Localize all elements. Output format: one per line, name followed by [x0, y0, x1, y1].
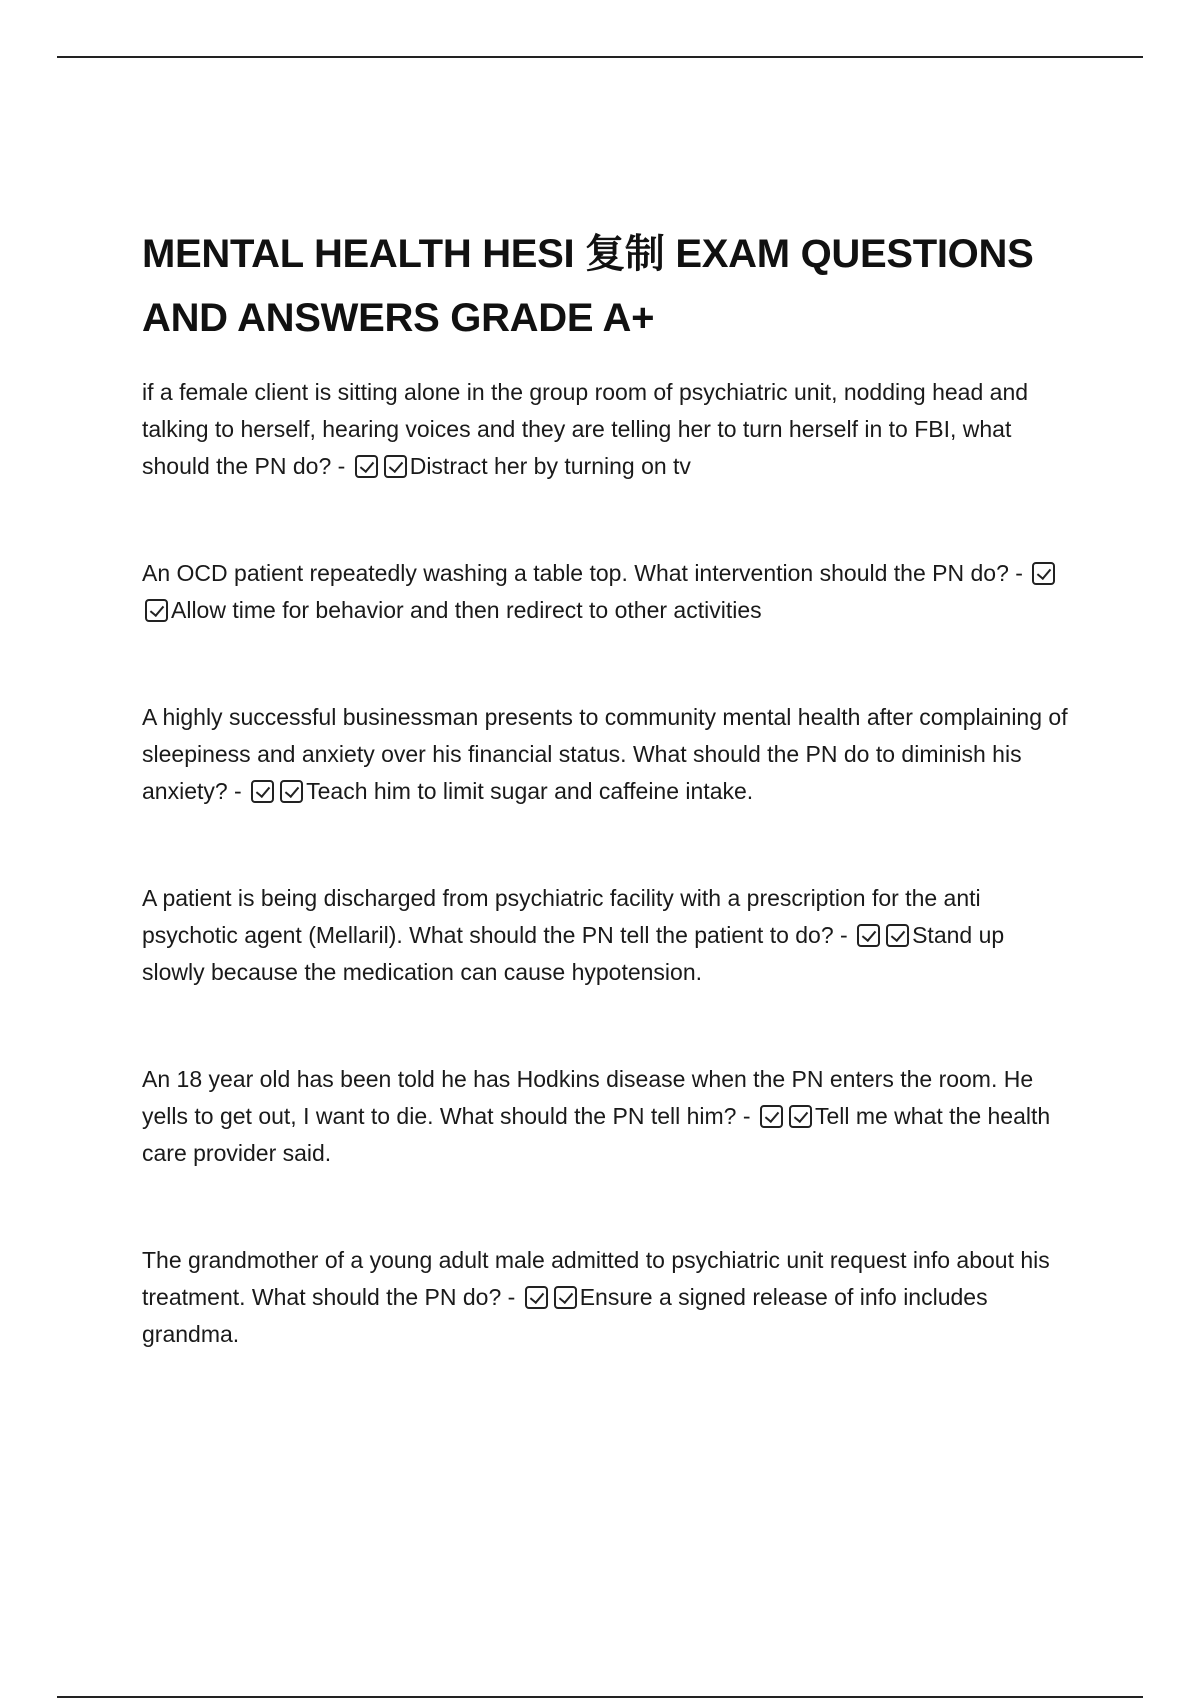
- qa-item: [142, 1242, 1072, 1353]
- checkbox-checked-icon: [384, 455, 407, 478]
- question-text: An OCD patient repeatedly washing a table top. What intervention should the PN do?: [142, 560, 1009, 586]
- bottom-rule: [57, 1696, 1143, 1698]
- question-text: A highly successful businessman presents to community mental health after complaining of sleepiness and anxiety over his financial status. What should the PN do to diminish his anxiety?: [142, 704, 1068, 804]
- checkbox-checked-icon: [355, 455, 378, 478]
- answer-text: Teach him to limit sugar and caffeine intake.: [306, 778, 754, 804]
- checkbox-checked-icon: [554, 1286, 577, 1309]
- qa-item: [142, 699, 1072, 810]
- separator: -: [1008, 560, 1030, 586]
- qa-item: [142, 374, 1072, 485]
- question-text: The grandmother of a young adult male admitted to psychiatric unit request info about his treatment. What should the PN do?: [142, 1247, 1050, 1310]
- document-body: [142, 222, 1072, 1423]
- checkbox-checked-icon: [857, 924, 880, 947]
- qa-item: [142, 555, 1072, 629]
- separator: -: [227, 778, 249, 804]
- checkbox-checked-icon: [280, 780, 303, 803]
- answer-text: Distract her by turning on tv: [409, 453, 691, 479]
- checkbox-checked-icon: [145, 599, 168, 622]
- separator: -: [736, 1103, 757, 1129]
- qa-item: [142, 1061, 1072, 1172]
- question-text: if a female client is sitting alone in the group room of psychiatric unit, nodding head and talking to herself, hearing voices and they are telling her to turn herself in to FBI, what should the PN do?: [142, 379, 1029, 479]
- qa-list: [142, 374, 1072, 1353]
- qa-item: [142, 880, 1072, 991]
- answer-text: Ensure a signed release of info includes grandma.: [142, 1284, 988, 1347]
- top-rule: [57, 56, 1143, 58]
- answer-text: Tell me what the health care provider said.: [142, 1103, 1051, 1166]
- document-title: MENTAL HEALTH HESI 复制 EXAM QUESTIONS AND ANSWERS GRADE A+: [142, 232, 1034, 340]
- checkbox-checked-icon: [886, 924, 909, 947]
- question-text: A patient is being discharged from psychiatric facility with a prescription for the anti psychotic agent (Mellaril). What should the PN tell the patient to do?: [142, 885, 981, 948]
- checkbox-checked-icon: [525, 1286, 548, 1309]
- answer-text: Allow time for behavior and then redirect to other activities: [171, 597, 762, 623]
- separator: -: [501, 1284, 522, 1310]
- checkbox-checked-icon: [789, 1105, 812, 1128]
- separator: -: [833, 922, 855, 948]
- question-text: An 18 year old has been told he has Hodkins disease when the PN enters the room. He yells to get out, I want to die. What should the PN tell him?: [142, 1066, 1034, 1129]
- checkbox-checked-icon: [251, 780, 274, 803]
- answer-text: Stand up slowly because the medication can cause hypotension.: [142, 922, 1005, 985]
- checkbox-checked-icon: [760, 1105, 783, 1128]
- separator: -: [331, 453, 352, 479]
- checkbox-checked-icon: [1032, 562, 1055, 585]
